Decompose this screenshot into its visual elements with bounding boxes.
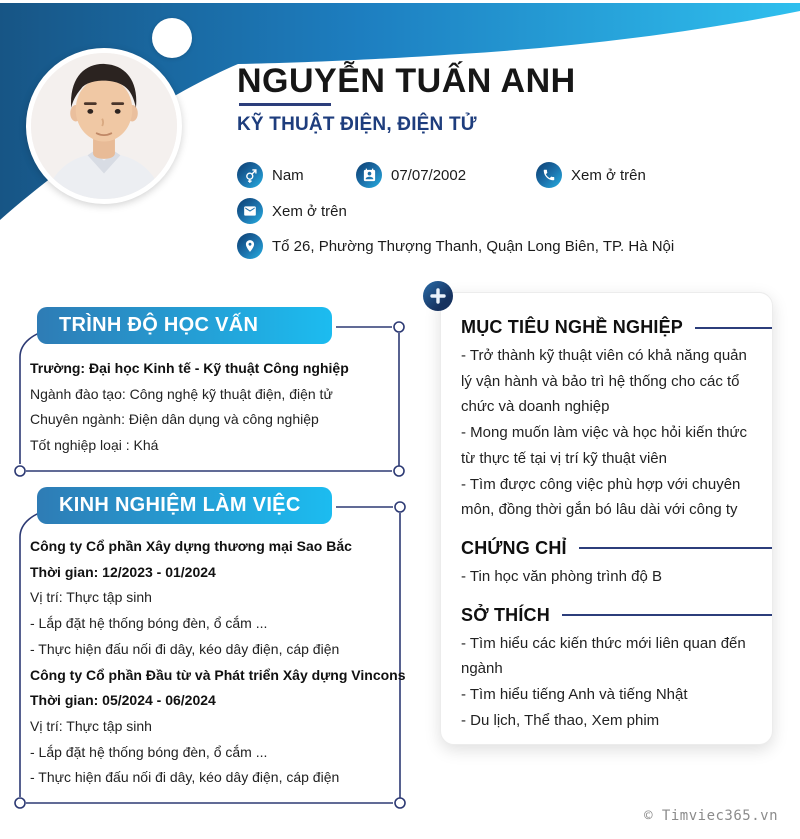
phone-icon: [536, 162, 562, 188]
objective-line: - Tìm được công việc phù hợp với chuyên môn, đồng thời gắn bó lâu dài với công ty: [461, 475, 741, 519]
experience-line: Thời gian: 12/2023 - 01/2024: [30, 563, 216, 580]
objective-line: - Trở thành kỹ thuật viên có khả năng quản lý vận hành và bảo trì hệ thống cho các tổ chức và doanh nghiệp: [461, 347, 747, 416]
experience-line: - Thực hiện đấu nối đi dây, kéo dây điện, cáp điện: [30, 640, 340, 657]
experience-line: - Lắp đặt hệ thống bóng đèn, ổ cắm ...: [30, 615, 268, 632]
certificates-content: [461, 564, 754, 590]
add-section-button[interactable]: [423, 281, 453, 311]
heading-rule: [562, 614, 772, 616]
copyright-watermark: © Timviec365.vn: [644, 808, 778, 824]
info-gender: [237, 162, 304, 188]
hobbies-heading-row: [461, 605, 754, 626]
certificate-line: - Tin học văn phòng trình độ B: [461, 567, 662, 585]
portrait-illustration: [31, 53, 177, 199]
location-icon: [237, 233, 263, 259]
objective-heading-row: [461, 317, 754, 338]
gender-value: Nam: [272, 166, 304, 184]
mail-icon: [237, 198, 263, 224]
hobbies-heading: SỞ THÍCH: [461, 604, 550, 625]
add-section-plus-icon: [430, 288, 446, 304]
section-heading-experience: [37, 487, 332, 524]
objective-line: - Mong muốn làm việc và học hỏi kiến thức từ thực tế tại vị trí kỹ thuật viên: [461, 424, 748, 467]
education-line: Tốt nghiệp loại : Khá: [30, 437, 159, 454]
heading-rule: [695, 327, 772, 329]
experience-content: [30, 534, 406, 791]
education-line: Trường: Đại học Kinh tế - Kỹ thuật Công nghiệp: [30, 360, 349, 376]
email-value: Xem ở trên: [272, 202, 347, 220]
hobby-line: - Du lịch, Thể thao, Xem phim: [461, 711, 660, 729]
hobby-line: - Tìm hiểu tiếng Anh và tiếng Nhật: [461, 686, 688, 704]
avatar-photo: [26, 48, 182, 204]
experience-line: Thời gian: 05/2024 - 06/2024: [30, 692, 216, 709]
education-content: [30, 356, 398, 459]
info-email: [237, 198, 347, 224]
gender-icon: [237, 162, 263, 188]
experience-line: - Lắp đặt hệ thống bóng đèn, ổ cắm ...: [30, 743, 268, 760]
address-value: Tổ 26, Phường Thượng Thanh, Quận Long Biên, TP. Hà Nội: [272, 237, 675, 255]
calendar-icon: [356, 162, 382, 188]
candidate-name: NGUYỄN TUẤN ANH: [237, 62, 576, 100]
experience-line: Công ty Cổ phần Xây dựng thương mại Sao Bắc: [30, 538, 352, 554]
right-column-card: [440, 292, 773, 745]
experience-line: Công ty Cổ phần Đầu từ và Phát triển Xây dựng Vincons: [30, 666, 406, 683]
experience-heading-label: KINH NGHIỆM LÀM VIỆC: [59, 494, 301, 516]
section-heading-education: [37, 307, 332, 344]
objective-heading: MỤC TIÊU NGHỀ NGHIỆP: [461, 317, 684, 337]
candidate-job-title: KỸ THUẬT ĐIỆN, ĐIỆN TỬ: [237, 114, 477, 135]
certificates-heading-row: [461, 538, 754, 559]
phone-value: Xem ở trên: [571, 166, 646, 184]
experience-line: Vị trí: Thực tập sinh: [30, 589, 152, 606]
certificates-heading: CHỨNG CHỈ: [461, 537, 567, 558]
info-address: [237, 233, 674, 259]
hobbies-content: [461, 631, 754, 734]
experience-line: Vị trí: Thực tập sinh: [30, 717, 152, 734]
education-line: Chuyên ngành: Điện dân dụng và công nghiệp: [30, 411, 319, 428]
name-underline: [239, 103, 331, 106]
experience-line: - Thực hiện đấu nối đi dây, kéo dây điện, cáp điện: [30, 769, 340, 786]
hobby-line: - Tìm hiểu các kiến thức mới liên quan đến ngành: [461, 634, 746, 678]
objective-content: [461, 343, 754, 523]
add-photo-button[interactable]: [152, 18, 192, 58]
add-photo-plus-icon: [161, 27, 183, 49]
birthday-value: 07/07/2002: [391, 166, 467, 184]
education-heading-label: TRÌNH ĐỘ HỌC VẤN: [59, 314, 259, 336]
info-birthday: [356, 162, 466, 188]
heading-rule: [579, 547, 772, 549]
education-line: Ngành đào tạo: Công nghệ kỹ thuật điện, điện tử: [30, 385, 333, 402]
info-phone: [536, 162, 646, 188]
